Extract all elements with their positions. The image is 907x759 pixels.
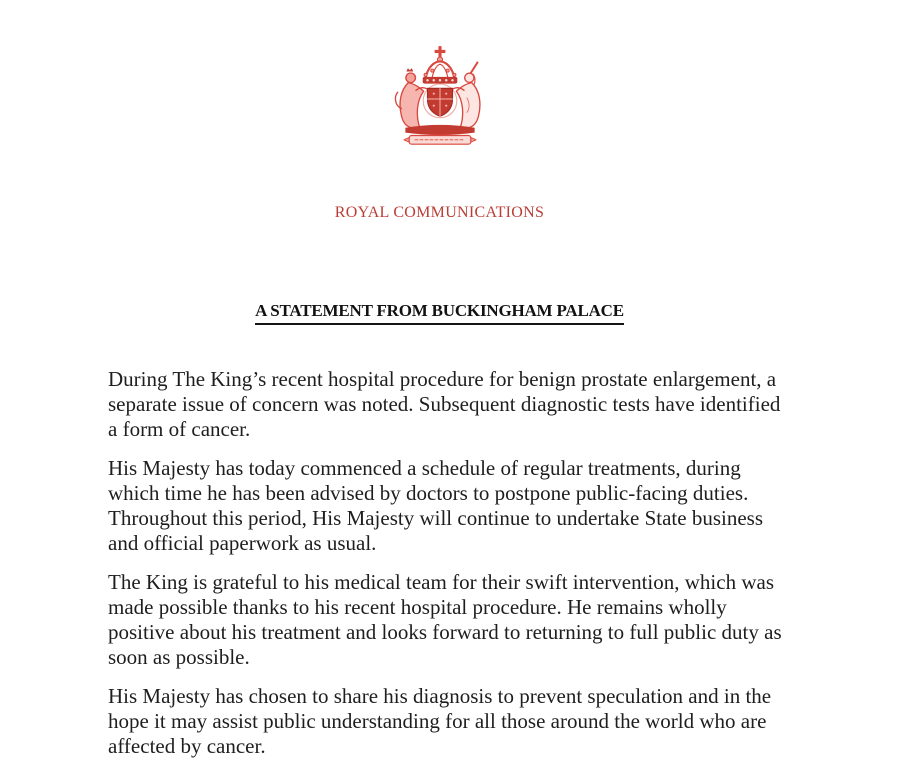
statement-line: which time he has been advised by doctors to postpone public-facing duties. <box>108 481 749 505</box>
statement-line: and official paperwork as usual. <box>108 531 377 555</box>
statement-paragraph <box>108 456 878 556</box>
statement-line: made possible thanks to his recent hospital procedure. He remains wholly <box>108 595 727 619</box>
masthead <box>0 0 893 222</box>
statement-line: His Majesty has today commenced a schedule of regular treatments, during <box>108 456 741 480</box>
royal-coat-of-arms-icon <box>0 45 893 156</box>
statement-line: soon as possible. <box>108 645 250 669</box>
statement-title: A STATEMENT FROM BUCKINGHAM PALACE <box>255 300 624 325</box>
statement-body <box>108 367 878 759</box>
statement-line: positive about his treatment and looks forward to returning to full public duty as <box>108 620 782 644</box>
statement-paragraph <box>108 684 878 759</box>
statement-line: a form of cancer. <box>108 417 251 441</box>
statement-line: During The King’s recent hospital procedure for benign prostate enlargement, a <box>108 367 777 391</box>
statement-line: affected by cancer. <box>108 734 266 758</box>
org-name: ROYAL COMMUNICATIONS <box>334 204 545 221</box>
statement-line: The King is grateful to his medical team for their swift intervention, which was <box>108 570 774 594</box>
statement-line: hope it may assist public understanding for all those around the world who are <box>108 709 767 733</box>
statement-title-row <box>0 300 893 325</box>
statement-paragraph <box>108 367 878 442</box>
statement-line: His Majesty has chosen to share his diagnosis to prevent speculation and in the <box>108 684 772 708</box>
statement-line: Throughout this period, His Majesty will continue to undertake State business <box>108 506 763 530</box>
statement-paragraph <box>108 570 878 670</box>
statement-line: separate issue of concern was noted. Subsequent diagnostic tests have identified <box>108 392 781 416</box>
